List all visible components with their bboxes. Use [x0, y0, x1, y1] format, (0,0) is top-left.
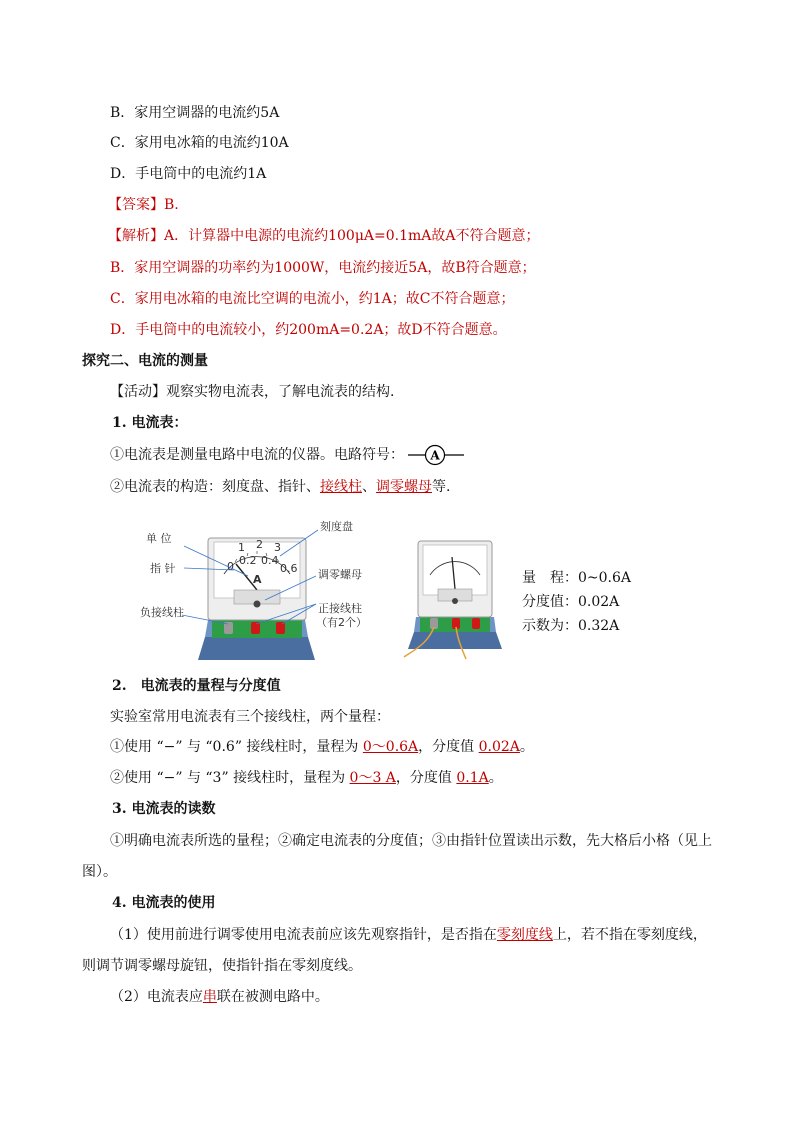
answer-label: 【答案】	[108, 197, 164, 213]
analysis-b: B．家用空调器的功率约为1000W，电流约接近5A，故B符合题意；	[110, 260, 536, 276]
terminal-positive-2	[276, 622, 285, 634]
range3-mid: ，分度值	[395, 770, 457, 786]
range06-post: 。	[519, 739, 534, 755]
section-title: 探究二、电流的测量	[82, 353, 208, 369]
option-b: B．家用空调器的电流约5A	[110, 105, 280, 121]
spec-range: 量 程：0~0.6A	[522, 570, 632, 586]
range3-post: 。	[488, 770, 503, 786]
structure-mid: 、	[362, 479, 376, 495]
answer-value: B.	[164, 197, 179, 213]
blank-division-002: 0.02A	[478, 739, 520, 755]
label-unit: 单 位	[146, 532, 172, 545]
option-c: C．家用电冰箱的电流约10A	[110, 135, 289, 151]
blank-range-06: 0～0.6A	[362, 739, 419, 755]
ammeter-symbol-icon	[408, 444, 466, 466]
structure-pre: ②电流表的构造：刻度盘、指针、	[110, 479, 320, 495]
ammeter-symbol-letter: A	[430, 448, 441, 463]
label-positive-count: （有2个）	[316, 616, 367, 629]
activity-line	[110, 382, 394, 402]
range3-pre: ②使用 “−” 与 “3” 接线柱时，量程为	[110, 770, 350, 786]
blank-terminal: 接线柱	[320, 479, 362, 495]
para-usage-2	[110, 987, 329, 1007]
spec-reading: 示数为：0.32A	[522, 618, 620, 634]
heading-ammeter: 1. 电流表：	[112, 415, 188, 431]
para-usage-1b: 则调节调零螺母旋钮，使指针指在零刻度线。	[82, 958, 362, 974]
terminal-positive-right-2	[472, 618, 480, 629]
usage2-post: 联在被测电路中。	[216, 989, 329, 1005]
ammeter-diagram-right	[400, 535, 510, 660]
blank-range-3: 0～3 A	[349, 770, 396, 786]
scale-top-1: 1	[238, 541, 245, 554]
analysis-label: 【解析】	[108, 228, 164, 244]
activity-text: 观察实物电流表，了解电流表的结构.	[166, 384, 395, 400]
heading-range: 2. 电流表的量程与分度值	[112, 678, 281, 694]
scale-label-02: 0.2	[239, 554, 257, 567]
usage2-pre: （2）电流表应	[110, 989, 203, 1005]
activity-label: 【活动】	[110, 384, 166, 400]
terminal-positive-1	[251, 622, 260, 634]
structure-post: 等.	[432, 479, 451, 495]
para-reading-2: 图）。	[82, 864, 117, 880]
para-terminals: 实验室常用电流表有三个接线柱，两个量程：	[110, 709, 390, 725]
blank-zero-knob: 调零螺母	[376, 479, 432, 495]
ammeter-base	[198, 637, 315, 660]
label-zero-knob: 调零螺母	[318, 568, 362, 581]
meter-unit-letter: A	[253, 573, 262, 586]
blank-division-01: 0.1A	[456, 770, 489, 786]
option-d: D．手电筒中的电流约1A	[110, 166, 267, 182]
analysis-a-text: A．计算器中电源的电流约100μA=0.1mA故A不符合题意；	[164, 228, 540, 244]
scale-top-3: 3	[274, 541, 281, 554]
zero-knob	[254, 601, 261, 608]
answer-line	[108, 195, 179, 215]
label-dial: 刻度盘	[320, 520, 353, 533]
para-ammeter-structure	[110, 477, 450, 497]
ammeter-base-right	[408, 632, 502, 649]
para-range-3	[110, 768, 503, 788]
scale-label-06: 0.6	[280, 562, 298, 575]
spec-division: 分度值：0.02A	[522, 594, 620, 610]
scale-label-04: 0.4	[261, 554, 279, 567]
analysis-d: D．手电筒中的电流较小，约200mA=0.2A；故D不符合题意。	[110, 322, 507, 338]
label-negative-terminal: 负接线柱	[140, 606, 184, 619]
para-usage-1a	[110, 925, 707, 945]
scale-top-2: 2	[256, 538, 263, 551]
heading-reading: 3. 电流表的读数	[112, 801, 216, 817]
zero-knob-right	[452, 598, 458, 604]
para-ammeter-definition	[110, 444, 466, 466]
range06-mid: ，分度值	[418, 739, 479, 755]
analysis-a	[108, 226, 540, 246]
label-pointer: 指 针	[150, 562, 176, 575]
label-positive-terminal: 正接线柱	[318, 602, 362, 615]
analysis-c: C．家用电冰箱的电流比空调的电流小，约1A；故C不符合题意；	[110, 291, 515, 307]
para-reading-1: ①明确电流表所选的量程；②确定电流表的分度值；③由指针位置读出示数，先大格后小格（见上	[110, 833, 712, 849]
blank-series: 串	[202, 989, 217, 1005]
blank-zero-line: 零刻度线	[496, 927, 553, 943]
usage1-pre: （1）使用前进行调零使用电流表前应该先观察指针，是否指在	[110, 927, 497, 943]
para-range-06	[110, 737, 534, 757]
heading-usage: 4. 电流表的使用	[112, 895, 216, 911]
ammeter-diagram-left	[140, 520, 390, 665]
definition-text: ①电流表是测量电路中电流的仪器。电路符号：	[110, 447, 404, 463]
usage1-post: 上，若不指在零刻度线，	[552, 927, 707, 943]
scale-label-0: 0	[227, 560, 234, 573]
range06-pre: ①使用 “−” 与 “0.6” 接线柱时，量程为	[110, 739, 363, 755]
